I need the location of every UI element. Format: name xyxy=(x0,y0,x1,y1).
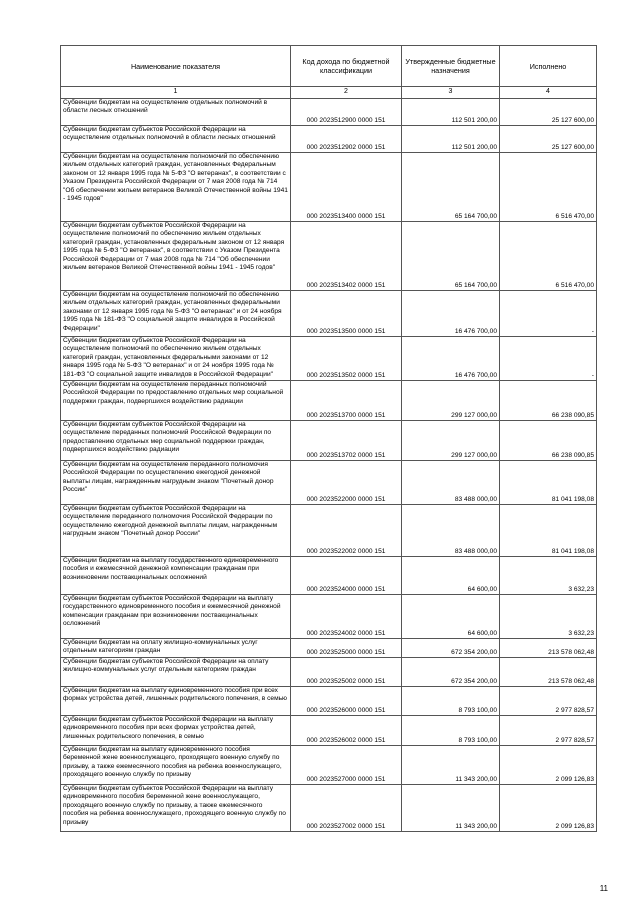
row-name-cell: Субвенции бюджетам субъектов Российской Федерации на осуществление переданных полномочий Российской Федерации по предоставлению отдельных мер социальной поддержки граждан, подвергшихся воздействию радиации xyxy=(61,421,291,461)
table-row xyxy=(61,337,597,381)
table-row xyxy=(61,746,597,785)
row-approved-cell: 8 793 100,00 xyxy=(402,716,500,746)
row-approved-cell: 112 501 200,00 xyxy=(402,99,500,126)
column-header-code: Код дохода по бюджетной классификации xyxy=(291,46,402,87)
row-code-cell: 000 2023526002 0000 151 xyxy=(291,716,402,746)
row-name-cell: Субвенции бюджетам субъектов Российской Федерации на осуществление отдельных полномочий в области лесных отношений xyxy=(61,126,291,153)
row-code-cell: 000 2023513700 0000 151 xyxy=(291,381,402,421)
row-approved-cell: 65 164 700,00 xyxy=(402,222,500,291)
table-row xyxy=(61,785,597,832)
row-approved-cell: 11 343 200,00 xyxy=(402,785,500,832)
row-name-cell: Субвенции бюджетам на осуществление полномочий по обеспечению жильем отдельных категорий граждан, установленных Федеральным законом от 12 января 1995 года № 5-ФЗ "О ветеранах", в соответствии с Указом Президента Российской Федерации от 7 мая 2008 года № 714 "Об обеспечении жильем ветеранов Великой Отечественной войны 1941 - 1945 годов" xyxy=(61,153,291,222)
row-name-cell: Субвенции бюджетам на осуществление полномочий по обеспечению жильем отдельных категорий граждан, установленных федеральными законами от 12 января 1995 года № 5-ФЗ "О ветеранах" и от 24 ноября 1995 года № 181-ФЗ "О социальной защите инвалидов в Российской Федерации" xyxy=(61,291,291,337)
table-row xyxy=(61,687,597,716)
row-name-cell: Субвенции бюджетам субъектов Российской Федерации на оплату жилищно-коммунальных услуг отдельным категориям граждан xyxy=(61,658,291,687)
row-name-cell: Субвенции бюджетам на осуществление переданного полномочия Российской Федерации по осуществлению ежегодной денежной выплаты лицам, награжденным нагрудным знаком "Почетный донор России" xyxy=(61,461,291,505)
row-name-cell: Субвенции бюджетам на осуществление отдельных полномочий в области лесных отношений xyxy=(61,99,291,126)
row-code-cell: 000 2023513400 0000 151 xyxy=(291,153,402,222)
row-code-cell: 000 2023513702 0000 151 xyxy=(291,421,402,461)
row-code-cell: 000 2023527002 0000 151 xyxy=(291,785,402,832)
column-header-approved: Утвержденные бюджетные назначения xyxy=(402,46,500,87)
row-name-cell: Субвенции бюджетам на выплату государственного единовременного пособия и ежемесячной денежной компенсации гражданам при возникновении поствакцинальных осложнений xyxy=(61,557,291,595)
row-executed-cell: 25 127 600,00 xyxy=(500,99,597,126)
column-number: 2 xyxy=(291,87,402,99)
row-name-cell: Субвенции бюджетам субъектов Российской Федерации на осуществление переданного полномочия Российской Федерации по осуществлению ежегодной денежной выплаты лицам, награжденным нагрудным знаком "Почетный донор России" xyxy=(61,505,291,557)
row-code-cell: 000 2023524000 0000 151 xyxy=(291,557,402,595)
row-approved-cell: 16 476 700,00 xyxy=(402,337,500,381)
page-number: 11 xyxy=(599,884,608,893)
budget-table xyxy=(60,45,597,832)
row-executed-cell: 25 127 600,00 xyxy=(500,126,597,153)
table-row xyxy=(61,658,597,687)
column-number: 3 xyxy=(402,87,500,99)
row-executed-cell: 2 099 126,83 xyxy=(500,746,597,785)
column-header-executed: Исполнено xyxy=(500,46,597,87)
column-numbering-row xyxy=(61,87,597,99)
row-code-cell: 000 2023524002 0000 151 xyxy=(291,595,402,639)
row-approved-cell: 112 501 200,00 xyxy=(402,126,500,153)
row-executed-cell: - xyxy=(500,337,597,381)
row-approved-cell: 65 164 700,00 xyxy=(402,153,500,222)
table-row xyxy=(61,639,597,658)
row-approved-cell: 299 127 000,00 xyxy=(402,421,500,461)
row-executed-cell: 66 238 090,85 xyxy=(500,381,597,421)
row-name-cell: Субвенции бюджетам субъектов Российской Федерации на осуществление полномочий по обеспечению жильем отдельных категорий граждан, установленных федеральными законами от 12 января 1995 года № 5-ФЗ "О ветеранах" и от 24 ноября 1995 года № 181-ФЗ "О социальной защите инвалидов в Российской Федерации" xyxy=(61,337,291,381)
table-row xyxy=(61,291,597,337)
row-code-cell: 000 2023512900 0000 151 xyxy=(291,99,402,126)
row-approved-cell: 64 600,00 xyxy=(402,595,500,639)
row-approved-cell: 16 476 700,00 xyxy=(402,291,500,337)
row-code-cell: 000 2023525000 0000 151 xyxy=(291,639,402,658)
table-row xyxy=(61,461,597,505)
row-name-cell: Субвенции бюджетам на осуществление переданных полномочий Российской Федерации по предоставлению отдельных мер социальной поддержки граждан, подвергшихся воздействию радиации xyxy=(61,381,291,421)
table-row xyxy=(61,99,597,126)
row-name-cell: Субвенции бюджетам на выплату единовременного пособия при всех формах устройства детей, лишенных родительского попечения, в семью xyxy=(61,687,291,716)
table-row xyxy=(61,381,597,421)
row-approved-cell: 83 488 000,00 xyxy=(402,505,500,557)
row-executed-cell: 66 238 090,85 xyxy=(500,421,597,461)
table-row xyxy=(61,505,597,557)
row-approved-cell: 83 488 000,00 xyxy=(402,461,500,505)
row-code-cell: 000 2023525002 0000 151 xyxy=(291,658,402,687)
row-name-cell: Субвенции бюджетам субъектов Российской Федерации на выплату единовременного пособия при всех формах устройства детей, лишенных родительского попечения, в семью xyxy=(61,716,291,746)
row-name-cell: Субвенции бюджетам на оплату жилищно-коммунальных услуг отдельным категориям граждан xyxy=(61,639,291,658)
table-row xyxy=(61,595,597,639)
row-executed-cell: 81 041 198,08 xyxy=(500,461,597,505)
row-name-cell: Субвенции бюджетам субъектов Российской Федерации на осуществление полномочий по обеспечению жильем отдельных категорий граждан, установленных федеральным законом от 12 января 1995 года № 5-ФЗ "О ветеранах", в соответствии с Указом Президента Российской Федерации от 7 мая 2008 года № 714 "Об обеспечении жильем ветеранов Великой Отечественной войны 1941 - 1945 годов" xyxy=(61,222,291,291)
row-executed-cell: 81 041 198,08 xyxy=(500,505,597,557)
row-code-cell: 000 2023522000 0000 151 xyxy=(291,461,402,505)
row-executed-cell: - xyxy=(500,291,597,337)
row-approved-cell: 672 354 200,00 xyxy=(402,658,500,687)
column-number: 4 xyxy=(500,87,597,99)
row-code-cell: 000 2023512902 0000 151 xyxy=(291,126,402,153)
table-row xyxy=(61,557,597,595)
row-name-cell: Субвенции бюджетам субъектов Российской Федерации на выплату государственного единовременного пособия и ежемесячной денежной компенсации гражданам при возникновении поствакцинальных осложнений xyxy=(61,595,291,639)
row-approved-cell: 64 600,00 xyxy=(402,557,500,595)
row-executed-cell: 3 632,23 xyxy=(500,595,597,639)
table-row xyxy=(61,126,597,153)
table-row xyxy=(61,716,597,746)
row-code-cell: 000 2023513402 0000 151 xyxy=(291,222,402,291)
table-header-row xyxy=(61,46,597,87)
row-executed-cell: 213 578 062,48 xyxy=(500,639,597,658)
row-executed-cell: 6 516 470,00 xyxy=(500,222,597,291)
table-row xyxy=(61,421,597,461)
column-header-name: Наименование показателя xyxy=(61,46,291,87)
row-code-cell: 000 2023513502 0000 151 xyxy=(291,337,402,381)
row-name-cell: Субвенции бюджетам на выплату единовременного пособия беременной жене военнослужащего, проходящего военную службу по призыву, а также ежемесячного пособия на ребенка военнослужащего, проходящего военную службу по призыву xyxy=(61,746,291,785)
row-code-cell: 000 2023526000 0000 151 xyxy=(291,687,402,716)
row-approved-cell: 672 354 200,00 xyxy=(402,639,500,658)
row-name-cell: Субвенции бюджетам субъектов Российской Федерации на выплату единовременного пособия беременной жене военнослужащего, проходящего военную службу по призыву, а также ежемесячного пособия на ребенка военнослужащего, проходящего военную службу по призыву xyxy=(61,785,291,832)
row-approved-cell: 8 793 100,00 xyxy=(402,687,500,716)
row-code-cell: 000 2023522002 0000 151 xyxy=(291,505,402,557)
row-code-cell: 000 2023513500 0000 151 xyxy=(291,291,402,337)
row-executed-cell: 213 578 062,48 xyxy=(500,658,597,687)
row-approved-cell: 11 343 200,00 xyxy=(402,746,500,785)
row-executed-cell: 3 632,23 xyxy=(500,557,597,595)
column-number: 1 xyxy=(61,87,291,99)
row-executed-cell: 2 977 828,57 xyxy=(500,687,597,716)
row-code-cell: 000 2023527000 0000 151 xyxy=(291,746,402,785)
row-approved-cell: 299 127 000,00 xyxy=(402,381,500,421)
row-executed-cell: 6 516 470,00 xyxy=(500,153,597,222)
row-executed-cell: 2 977 828,57 xyxy=(500,716,597,746)
row-executed-cell: 2 099 126,83 xyxy=(500,785,597,832)
table-row xyxy=(61,153,597,222)
table-row xyxy=(61,222,597,291)
